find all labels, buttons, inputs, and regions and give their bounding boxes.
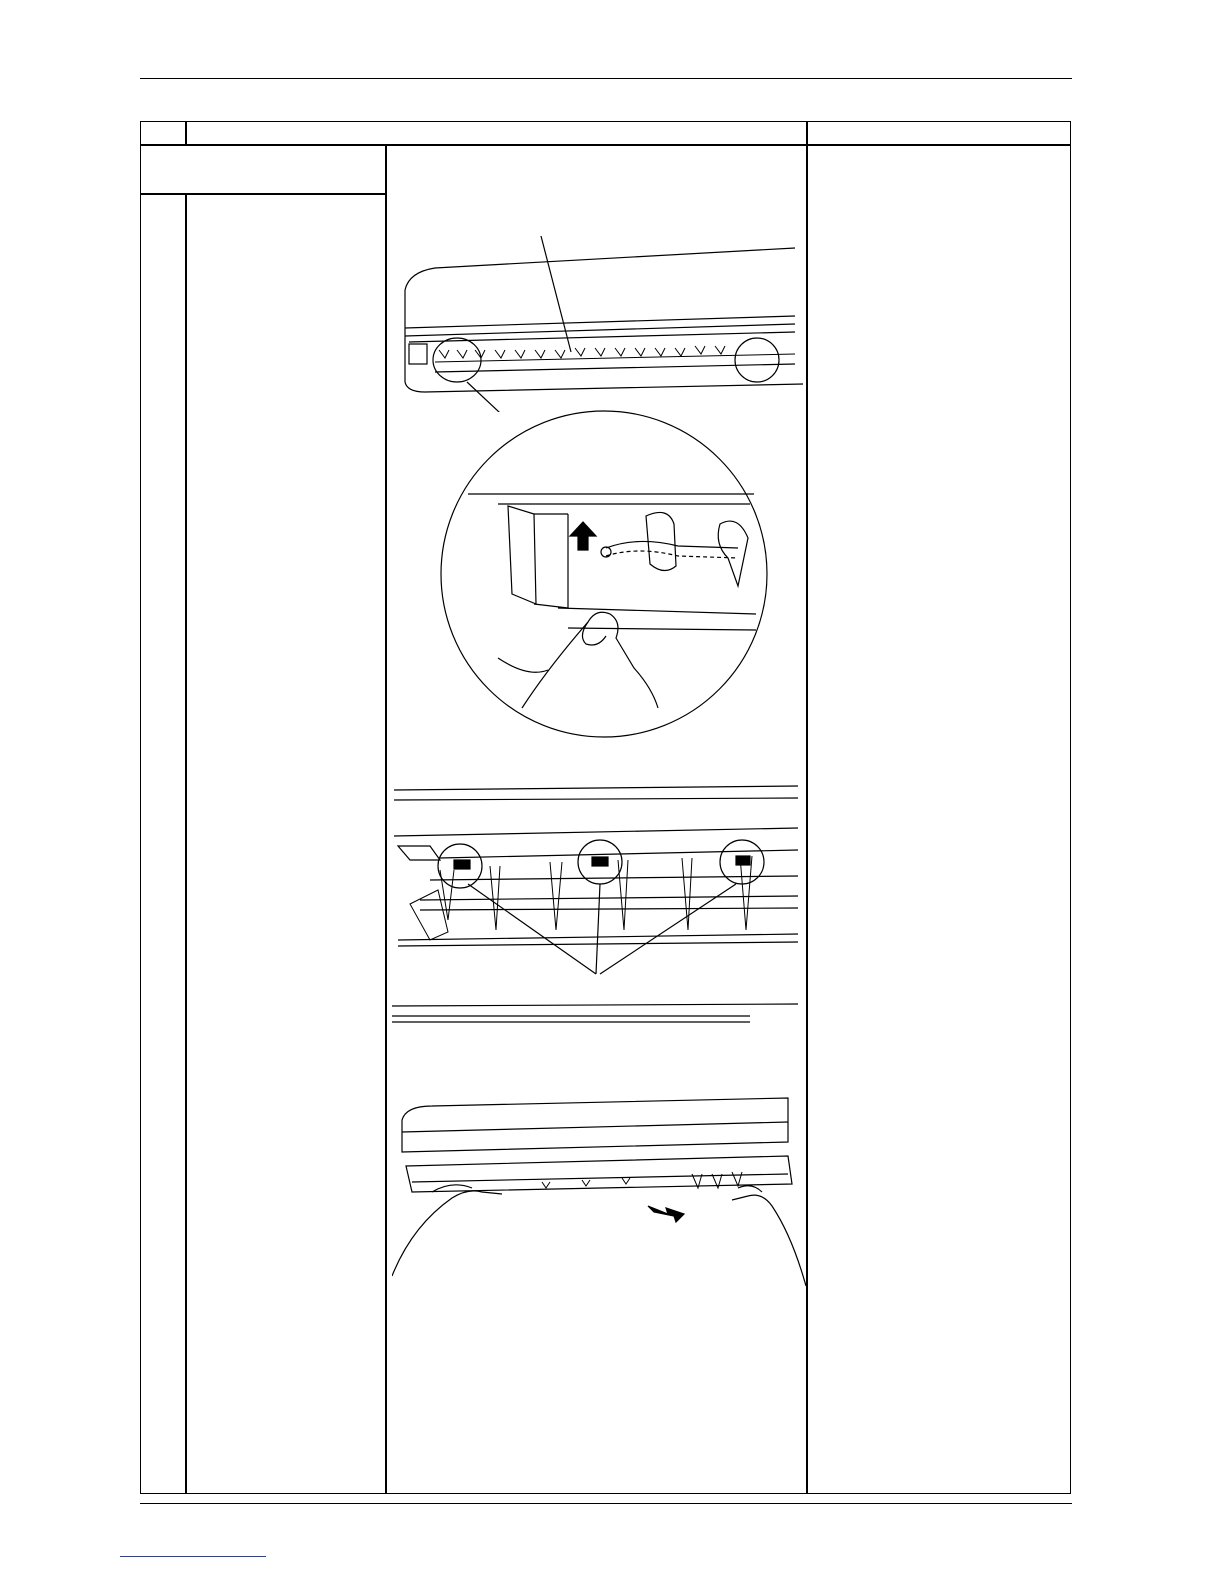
figure-remove-louver-hands (392, 1096, 806, 1292)
figure-louver-hooks (390, 780, 802, 1030)
header-row-divider (141, 144, 1070, 146)
procedure-col-divider (385, 144, 387, 1493)
footer-rule (140, 1503, 1072, 1504)
figure-detail-magnified-clip (438, 408, 772, 742)
footer-link-underline[interactable] (120, 1556, 266, 1557)
header-col-divider-1 (185, 122, 187, 144)
section-row-divider (141, 193, 386, 195)
points-col-divider (806, 122, 808, 1493)
figure-unit-front-louvers (395, 232, 805, 412)
step-col-divider (185, 194, 187, 1493)
header-rule (140, 78, 1072, 79)
